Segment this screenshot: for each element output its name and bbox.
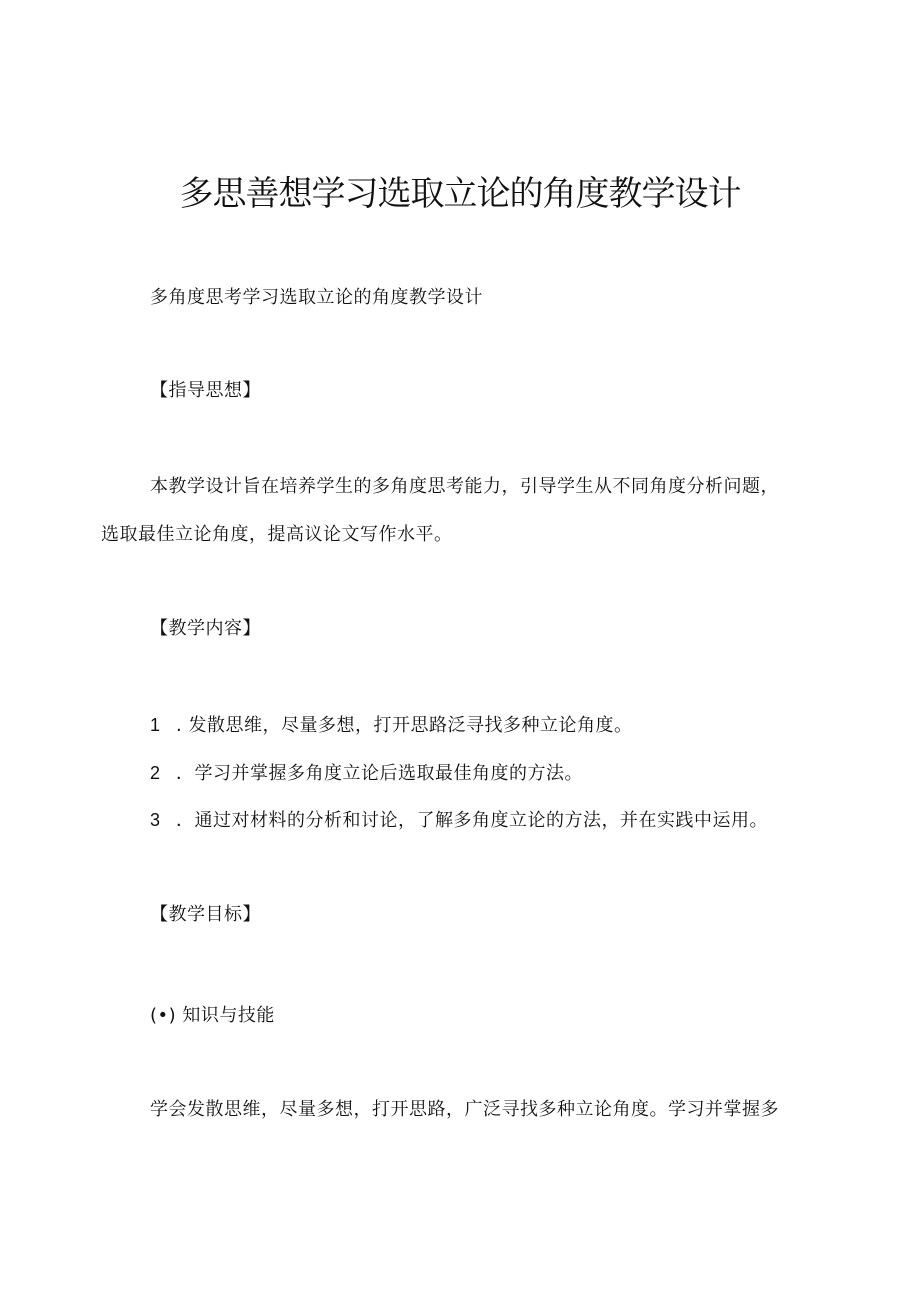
list-item-text: . 发散思维，尽量多想，打开思路泛寻找多种立论角度。 <box>176 715 633 736</box>
section-heading-goals: 【教学目标】 <box>150 904 261 925</box>
section-heading-guide: 【指导思想】 <box>150 380 261 401</box>
list-item-number: 2 <box>150 763 161 783</box>
list-item-number: 3 <box>150 810 161 830</box>
section-heading-content: 【教学内容】 <box>150 618 261 639</box>
document-title: 多思善想学习选取立论的角度教学设计 <box>179 174 741 214</box>
list-item-text: ．学习并掌握多角度立论后选取最佳角度的方法。 <box>176 763 583 784</box>
content-list-item-1 <box>150 712 632 739</box>
document-subtitle: 多角度思考学习选取立论的角度教学设计 <box>150 287 483 308</box>
guide-paragraph-line-2: 选取最佳立论角度，提高议论文写作水平。 <box>101 524 453 545</box>
content-list-item-2 <box>150 760 583 787</box>
list-item-text: ．通过对材料的分析和讨论，了解多角度立论的方法，并在实践中运用。 <box>176 810 768 831</box>
goals-paragraph: 学会发散思维，尽量多想，打开思路，广泛寻找多种立论角度。学习并掌握多 <box>150 1099 779 1120</box>
content-list-item-3 <box>150 807 768 834</box>
guide-paragraph-line-1: 本教学设计旨在培养学生的多角度思考能力，引导学生从不同角度分析问题， <box>150 476 779 497</box>
list-item-number: 1 <box>150 715 161 735</box>
goals-subheading: (•) 知识与技能 <box>150 1005 275 1026</box>
